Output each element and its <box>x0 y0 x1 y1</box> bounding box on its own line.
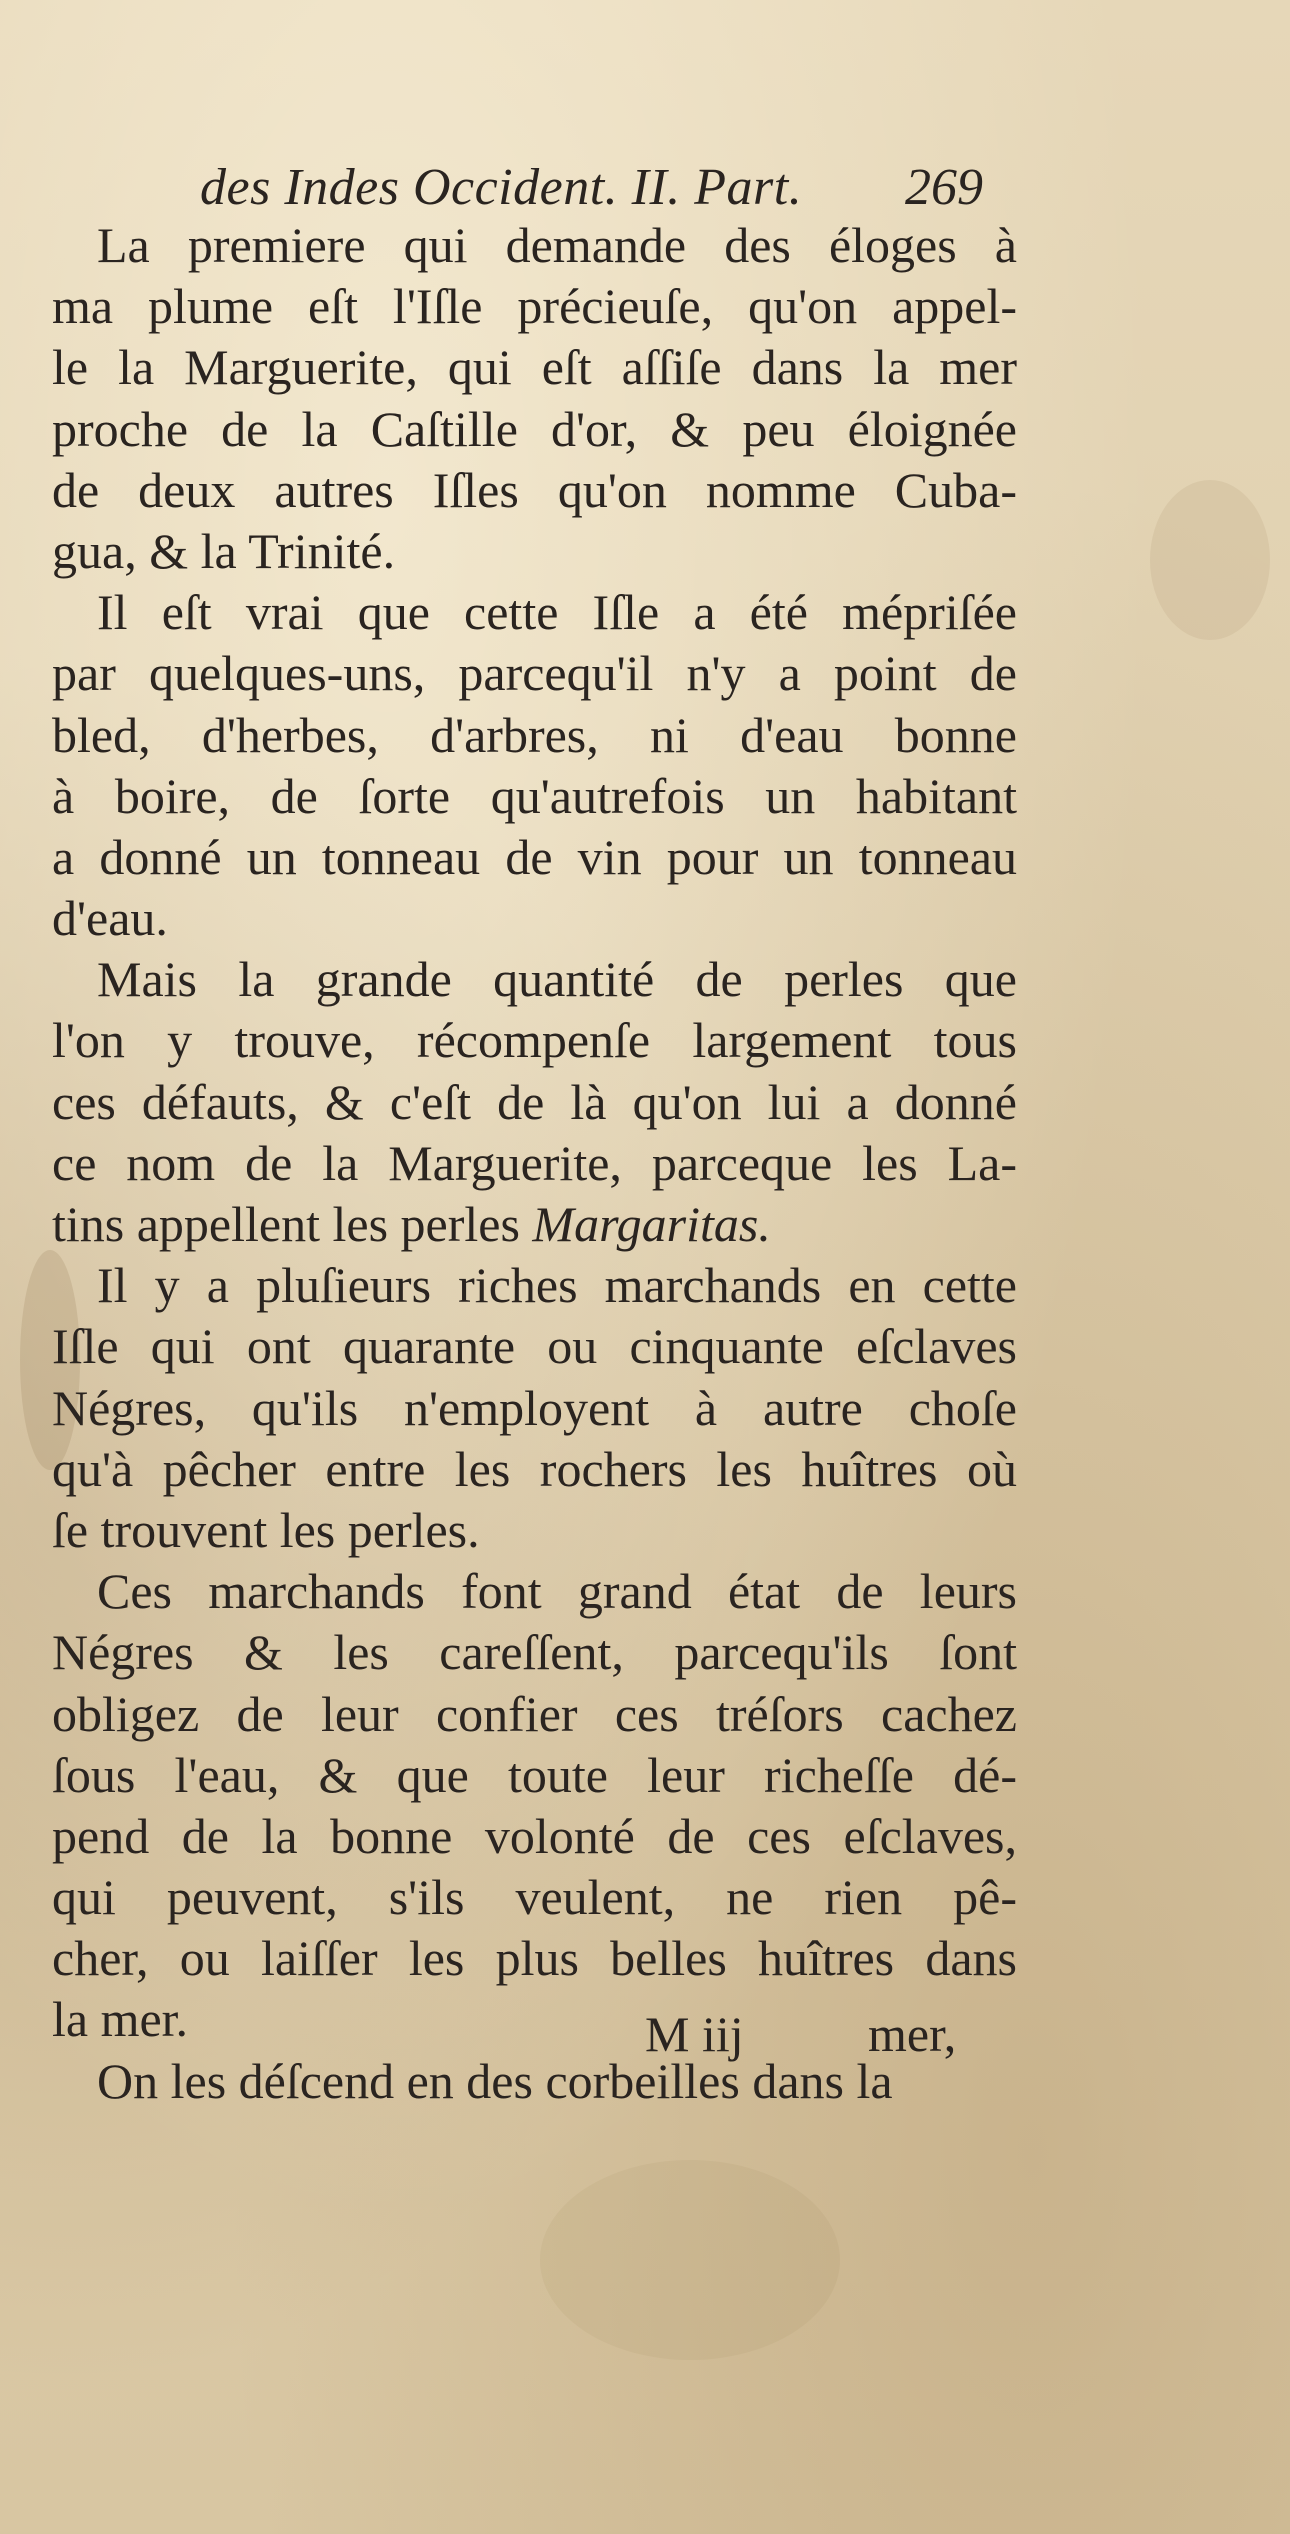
text-line-content: a donné un tonneau de vin pour un tonneau <box>52 828 1017 885</box>
text-line <box>52 276 1017 337</box>
text-line-content: qu'à pêcher entre les rochers les huîtres où <box>52 1440 1017 1497</box>
text-line <box>52 1316 1017 1377</box>
text-line <box>52 1928 1017 1989</box>
text-line <box>52 827 1017 888</box>
text-line-content: d'eau. <box>52 890 168 947</box>
text-line <box>52 399 1017 460</box>
text-line-content: par quelques-uns, parcequ'il n'y a point de <box>52 645 1017 702</box>
signature-mark: M iij <box>645 2006 744 2062</box>
text-line-content: l'on y trouve, récompenſe largement tous <box>52 1012 1017 1069</box>
text-line-content: cher, ou laiſſer les plus belles huîtres dans <box>52 1930 1017 1987</box>
text-line <box>52 766 1017 827</box>
text-line-content: Iſle qui ont quarante ou cinquante eſclaves <box>52 1318 1017 1375</box>
text-line-content: Il eſt vrai que cette Iſle a été mépriſée <box>97 584 1017 641</box>
text-line <box>52 1378 1017 1439</box>
text-line <box>52 1439 1017 1500</box>
text-line <box>52 1010 1017 1071</box>
running-head: des Indes Occident. II. Part. <box>200 159 803 216</box>
text-line <box>52 1255 1017 1316</box>
text-line-content: tins appellent les perles <box>52 1196 520 1252</box>
page-number: 269 <box>905 159 983 216</box>
text-line-content: à boire, de ſorte qu'autrefois un habitant <box>52 767 1017 824</box>
text-line-content: Négres, qu'ils n'employent à autre choſe <box>52 1379 1017 1436</box>
text-line-content: Il y a pluſieurs riches marchands en cette <box>97 1257 1017 1314</box>
text-line <box>52 460 1017 521</box>
catchword: mer, <box>868 2006 957 2062</box>
text-line-content: ma plume eſt l'Iſle précieuſe, qu'on appel- <box>52 278 1017 335</box>
text-line-content: bled, d'herbes, d'arbres, ni d'eau bonne <box>52 706 1017 763</box>
text-line <box>52 1133 1017 1194</box>
text-line-content: ce nom de la Marguerite, parceque les La- <box>52 1134 1017 1191</box>
text-line-content: ces défauts, & c'eſt de là qu'on lui a donné <box>52 1073 1017 1130</box>
text-line-content: obligez de leur confier ces tréſors cachez <box>52 1685 1017 1742</box>
text-line <box>52 1072 1017 1133</box>
paper-stain <box>1150 480 1270 640</box>
text-line <box>52 1561 1017 1622</box>
text-line <box>52 337 1017 398</box>
paper-stain <box>540 2160 840 2360</box>
text-line-content: le la Marguerite, qui eſt aſſiſe dans la mer <box>52 339 1017 396</box>
text-line-content: On les déſcend en des corbeilles dans la <box>97 2052 893 2109</box>
text-line-content: Mais la grande quantité de perles que <box>97 951 1017 1008</box>
text-line <box>52 1745 1017 1806</box>
text-line <box>52 705 1017 766</box>
text-line <box>52 521 1017 582</box>
text-line-content: pend de la bonne volonté de ces eſclaves, <box>52 1807 1017 1864</box>
text-line <box>52 1806 1017 1867</box>
text-line-content: La premiere qui demande des éloges à <box>97 217 1017 273</box>
text-line-content: Ces marchands font grand état de leurs <box>97 1563 1017 1620</box>
text-line-content: Négres & les careſſent, parcequ'ils ſont <box>52 1624 1017 1681</box>
italic-word: Margaritas. <box>532 1196 771 1252</box>
text-line <box>52 215 1017 276</box>
text-line-content: qui peuvent, s'ils veulent, ne rien pê- <box>52 1869 1017 1926</box>
text-line <box>52 1684 1017 1745</box>
text-line <box>52 1500 1017 1561</box>
page-footer <box>0 2003 1290 2065</box>
text-line-content: proche de la Caſtille d'or, & peu éloignée <box>52 400 1017 457</box>
text-line <box>52 1622 1017 1683</box>
text-line <box>52 949 1017 1010</box>
page-header <box>0 150 1290 220</box>
body-text <box>52 215 1017 2112</box>
text-line <box>52 1194 1017 1255</box>
text-line <box>52 582 1017 643</box>
text-line <box>52 643 1017 704</box>
text-line-content: la mer. <box>52 1991 189 2048</box>
text-line-content: ſe trouvent les perles. <box>52 1501 480 1558</box>
text-line-content: gua, & la Trinité. <box>52 522 396 579</box>
text-line-content: ſous l'eau, & que toute leur richeſſe dé- <box>52 1746 1017 1803</box>
text-line <box>52 888 1017 949</box>
text-line <box>52 1867 1017 1928</box>
text-line-content: de deux autres Iſles qu'on nomme Cuba- <box>52 461 1017 518</box>
